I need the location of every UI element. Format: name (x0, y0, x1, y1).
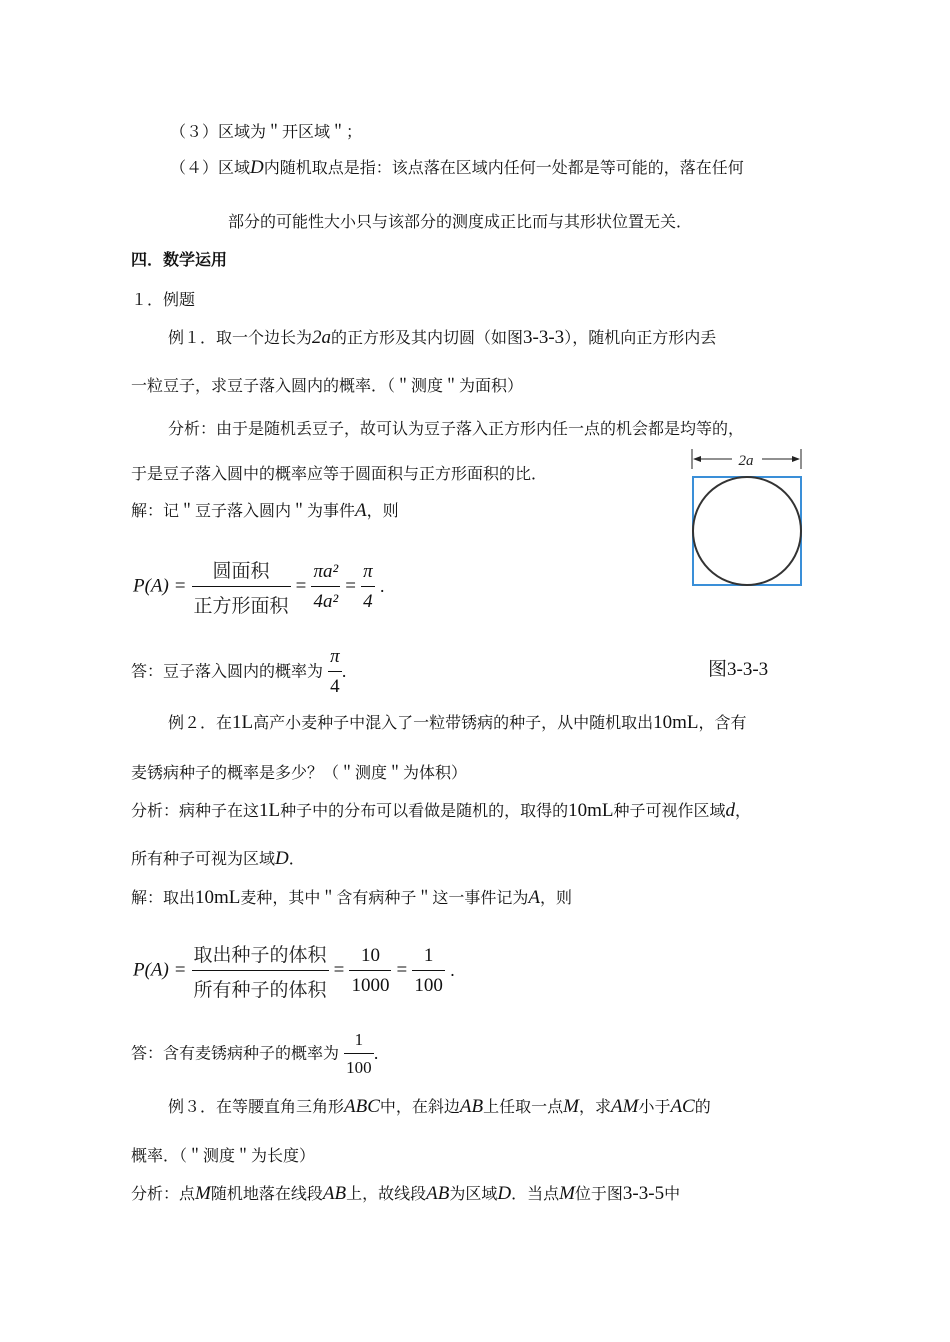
subsection-heading: １．例题 (131, 290, 196, 309)
figure-caption: 图3‑3‑3 (708, 659, 769, 680)
figure-side-label: 2a (738, 453, 754, 469)
example-2-answer: 答：含有麦锈病种子的概率为 $\frac{1}{100}$ ． (131, 1030, 390, 1077)
example-2-solution: 解：取出10mL麦种，其中＂含有病种子＂这一事件记为A，则 (131, 887, 573, 908)
example-1-solution: 解：记＂豆子落入圆内＂为事件A，则 (131, 500, 399, 521)
example-1-answer: 答：豆子落入圆内的概率为 $\frac{\pi}{4}$ ． (131, 646, 358, 697)
example-1-analysis-2: 于是豆子落入圆中的概率应等于圆面积与正方形面积的比． (131, 464, 548, 483)
example-2-analysis-1: 分析：病种子在这1L种子中的分布可以看做是随机的，取得的10mL种子可视作区域d， (131, 800, 752, 821)
example-2-analysis-2: 所有种子可视为区域D． (131, 848, 305, 869)
item-4-continued: 部分的可能性大小只与该部分的测度成正比而与其形状位置无关． (228, 212, 693, 231)
figure-square-inscribed-circle (680, 445, 810, 595)
example-1-analysis-1: 分析：由于是随机丢豆子，故可认为豆子落入正方形内任一点的机会都是均等的， (168, 419, 745, 438)
symbol-D: D (250, 157, 264, 178)
example-3-analysis: 分析：点M随机地落在线段AB上，故线段AB为区域D．当点M位于图3‑3‑5中 (131, 1183, 681, 1204)
example-2-line-2: 麦锈病种子的概率是多少？（＂测度＂为体积） (131, 763, 468, 782)
example-1-formula: P(A) = $\frac{\text{圆面积}}{\text{正方形面积}}$ = $\frac{\text{πa²}}{\text{4a²}}$ = $\frac{\pi}{4}$ ． (133, 556, 396, 618)
example-2-formula: P(A) = $\frac{\text{取出种子的体积}}{\text{所有种子的体积}}$ = $\frac{10}{1000}$ = $\frac{1}{100}$ ． (133, 940, 466, 1002)
section-heading: 四．数学运用 (131, 250, 228, 269)
example-2-line-1: 例２．在1L高产小麦种子中混入了一粒带锈病的种子，从中随机取出10mL，含有 (168, 712, 747, 733)
example-1-line-1: 例１．取一个边长为2a的正方形及其内切圆（如图3‑3‑3），随机向正方形内丢 (168, 327, 717, 348)
item-4: （４）区域D内随机取点是指：该点落在区域内任何一处都是等可能的，落在任何 (170, 157, 744, 178)
example-1-line-2: 一粒豆子，求豆子落入圆内的概率．（＂测度＂为面积） (131, 376, 524, 395)
example-3-line-1: 例３．在等腰直角三角形ABC中，在斜边AB上任取一点M，求AM小于AC的 (168, 1096, 711, 1117)
item-3: （３）区域为＂开区域＂； (170, 122, 363, 141)
example-3-line-2: 概率．（＂测度＂为长度） (131, 1146, 316, 1165)
